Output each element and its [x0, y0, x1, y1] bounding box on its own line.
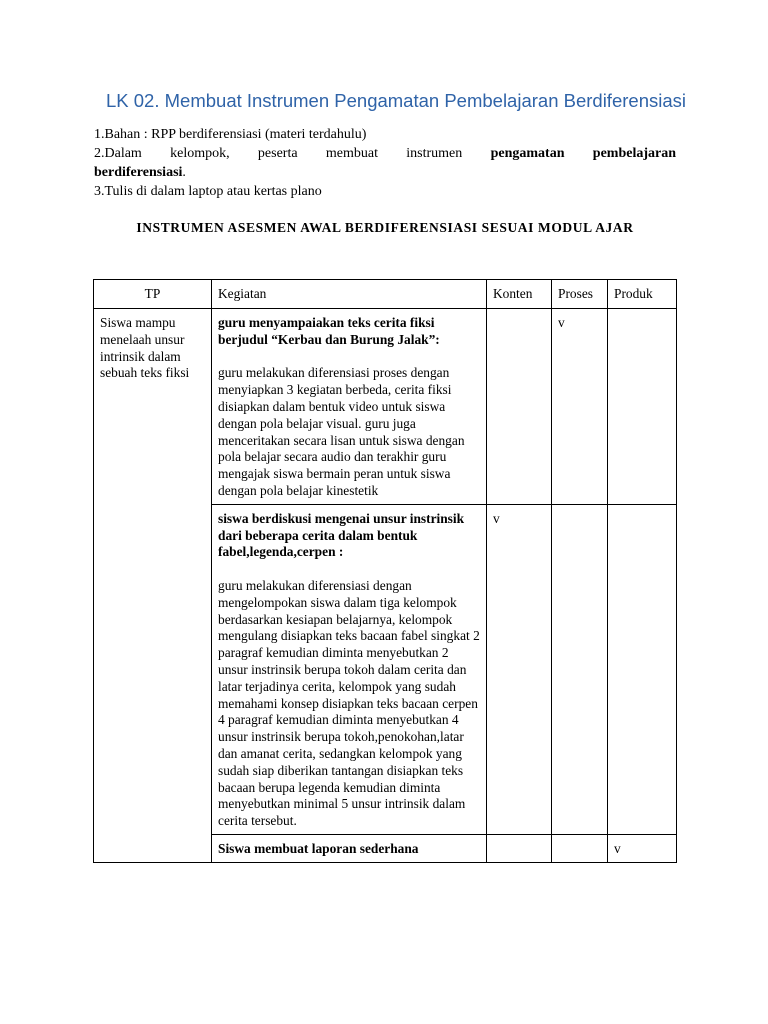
activity-body: guru melakukan diferensiasi proses dengan menyiapkan 3 kegiatan berbeda, cerita fiksi disiapkan dalam bentuk video untuk siswa dengan pola belajar visual. guru juga menceritakan secara lisan untuk siswa dengan pola belajar secara audio dan terakhir guru mengajak siswa bermain peran untuk siswa dengan pola belajar kinestetik — [218, 365, 465, 498]
activity-heading: Siswa membuat laporan sederhana — [218, 840, 419, 856]
konten-cell: v — [487, 504, 552, 834]
instruction-2-line-1 — [94, 144, 676, 163]
header-tp: TP — [94, 280, 212, 309]
tp-cell: Siswa mampu menelaah unsur intrinsik dalam sebuah teks fiksi — [94, 309, 212, 863]
table-title: INSTRUMEN ASESMEN AWAL BERDIFERENSIASI SESUAI MODUL AJAR — [136, 220, 634, 235]
kegiatan-cell — [212, 504, 487, 834]
instruction-2-prefix: 2.Dalam kelompok, peserta membuat instrumen — [94, 146, 463, 161]
produk-cell — [608, 504, 677, 834]
header-konten: Konten — [487, 280, 552, 309]
assessment-table — [93, 279, 677, 863]
header-proses: Proses — [552, 280, 608, 309]
konten-cell — [487, 834, 552, 862]
activity-heading: siswa berdiskusi mengenai unsur instrinsik dari beberapa cerita dalam bentuk fabel,legenda,cerpen : — [218, 510, 465, 560]
instruction-2-line-2 — [94, 163, 676, 182]
proses-cell: v — [552, 309, 608, 505]
produk-cell: v — [608, 834, 677, 862]
kegiatan-cell — [212, 309, 487, 505]
proses-cell — [552, 834, 608, 862]
kegiatan-cell — [212, 834, 487, 862]
konten-cell — [487, 309, 552, 505]
produk-cell — [608, 309, 677, 505]
header-kegiatan: Kegiatan — [212, 280, 487, 309]
table-row — [94, 309, 677, 505]
activity-body: guru melakukan diferensiasi dengan mengelompokan siswa dalam tiga kelompok berdasarkan kesiapan belajarnya, kelompok mengulang disiapkan teks bacaan fabel singkat 2 paragraf kemudian diminta menyebutkan 2 unsur instrinsik berupa tokoh dalam cerita dan latar terjadinya cerita, kelompok yang sudah memahami konsep disiapkan teks bacaan cerpen 4 paragraf kemudian diminta menyebutkan 4 unsur instrinsik berupa tokoh,penokohan,latar dan amanat cerita, sedangkan kelompok yang sudah siap diberikan tantangan disiapkan teks bacaan berupa legenda kemudian diminta menyebutkan minimal 5 unsur intrinsik dalam cerita tersebut. — [218, 577, 480, 829]
header-produk: Produk — [608, 280, 677, 309]
document-title: LK 02. Membuat Instrumen Pengamatan Pembelajaran Berdiferensiasi — [106, 90, 686, 111]
proses-cell — [552, 504, 608, 834]
instruction-2-bold-2: berdiferensiasi — [94, 165, 183, 180]
instruction-2-end: . — [182, 165, 186, 180]
activity-heading: guru menyampaiakan teks cerita fiksi berjudul “Kerbau dan Burung Jalak”: — [218, 315, 440, 347]
instruction-1: 1.Bahan : RPP berdiferensiasi (materi terdahulu) — [94, 127, 367, 142]
table-header-row — [94, 280, 677, 309]
instruction-2-bold-1: pengamatan pembelajaran — [490, 146, 676, 161]
instruction-3: 3.Tulis di dalam laptop atau kertas plano — [94, 184, 322, 199]
